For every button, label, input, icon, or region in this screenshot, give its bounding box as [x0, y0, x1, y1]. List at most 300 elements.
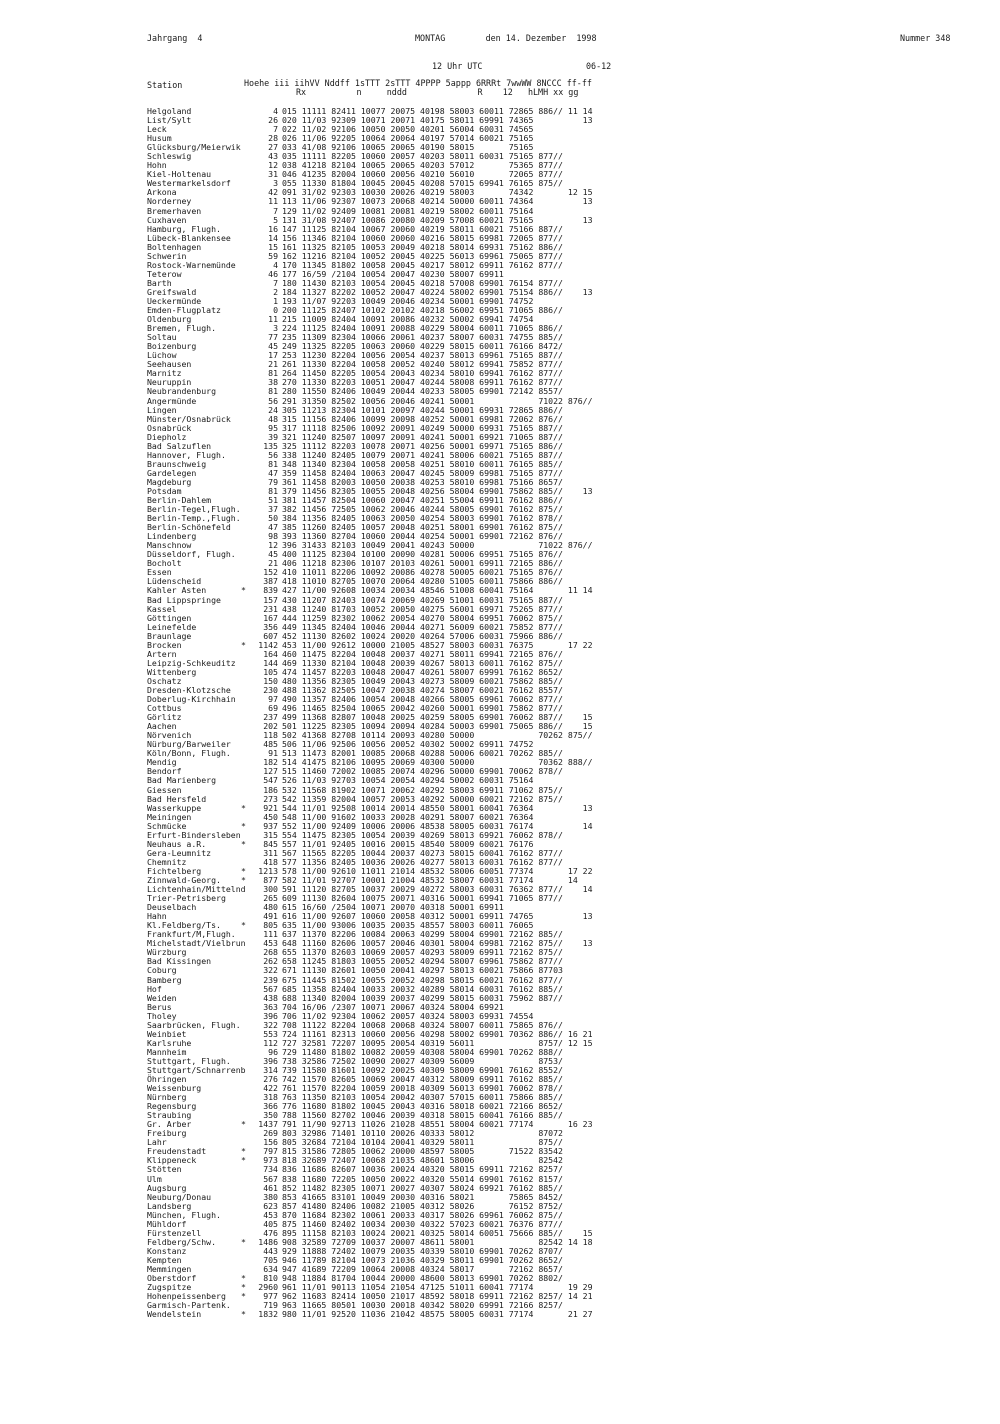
station-name: Artern	[147, 648, 177, 659]
synop-code: 961 11/01 90113 11054 21054 47125 51011 60041 77174 19 29	[282, 1282, 593, 1293]
synop-code: 379 11456 82305 10055 20048 40256 58004 69901 75862 885// 13	[282, 485, 593, 496]
station-name: Arkona	[147, 187, 177, 198]
synop-code: 253 11230 82204 10056 20054 40237 58013 69961 75165 887//	[282, 350, 563, 361]
station-name: Bendorf	[147, 766, 182, 777]
station-height: 27	[268, 142, 278, 153]
station-name: Saarbrücken, Flugh.	[147, 1019, 241, 1030]
station-name: Freiburg	[147, 1128, 187, 1139]
station-height: 7	[273, 205, 278, 216]
synop-code: 184 11327 82202 10052 20047 40224 58002 69901 75154 886// 13	[282, 286, 593, 297]
synop-code: 962 11683 82414 10050 21017 48592 58018 69911 72162 8257/ 14 21	[282, 1291, 593, 1302]
station-name: Nürnberg	[147, 1092, 187, 1103]
station-name: Trier-Petrisberg	[147, 893, 226, 904]
synop-code: 815 31586 72805 10062 20000 48597 58005 71522 83542	[282, 1146, 563, 1157]
synop-code: 410 11011 82206 10092 20086 40278 50005 60021 75165 876//	[282, 567, 563, 578]
station-height: 4	[273, 106, 278, 116]
station-height: 977	[263, 1291, 278, 1302]
station-name: Seehausen	[147, 359, 192, 370]
station-height: 157	[263, 594, 278, 605]
synop-code: 113 11/06 92307 10073 20068 40214 50000 60011 74364 13	[282, 196, 593, 207]
station-height: 0	[273, 305, 278, 316]
station-height: 47	[268, 522, 278, 533]
station-name: Glücksburg/Meierwik	[147, 142, 241, 153]
mountain-station-marker: *	[241, 585, 246, 596]
station-name: Bocholt	[147, 558, 182, 569]
station-name: Hamburg, Flugh.	[147, 223, 221, 234]
station-height: 12	[268, 160, 278, 171]
synop-code: 488 11362 82505 10047 20038 40274 58007 60021 76162 8557/	[282, 685, 563, 695]
station-name: Neuburg/Donau	[147, 1191, 212, 1202]
station-name: Leck	[147, 124, 167, 135]
station-name: Essen	[147, 567, 172, 578]
station-height: 623	[263, 1200, 278, 1211]
station-name: Straubing	[147, 1110, 192, 1121]
station-height: 7	[273, 124, 278, 135]
synop-code: 514 41475 82106 10095 20069 40300 50000 70362 888//	[282, 757, 593, 768]
synop-code: 261 11330 82204 10058 20052 40240 58012 69941 75852 877//	[282, 359, 563, 370]
station-height: 438	[263, 992, 278, 1003]
synop-code: 270 11330 82203 10051 20047 40244 58008 69911 76162 877//	[282, 377, 563, 388]
synop-code: 635 11/00 93006 10035 20035 48557 58003 60011 76065	[282, 920, 534, 931]
synop-code: 857 41480 82406 10082 21005 40312 58026 76152 8752/	[282, 1200, 563, 1211]
station-name: Wasserkuppe	[147, 802, 202, 813]
station-name: Stuttgart, Flugh.	[147, 1055, 231, 1066]
synop-code: 020 11/03 92309 10071 20071 40175 58011 69991 74365 13	[282, 115, 593, 126]
station-name: Konstanz	[147, 1245, 187, 1256]
synop-code: 338 11240 82405 10079 20071 40241 58006 60021 75165 887//	[282, 449, 563, 460]
station-name: Boltenhagen	[147, 241, 202, 252]
station-height: 734	[263, 1164, 278, 1175]
station-height: 135	[263, 440, 278, 451]
synop-code: 788 11560 82702 10046 20039 40318 58015 60041 76166 885//	[282, 1110, 563, 1121]
station-height: 69	[268, 703, 278, 714]
station-height: 43	[268, 151, 278, 162]
station-name: Greifswald	[147, 286, 197, 297]
station-name: Bremerhaven	[147, 205, 202, 216]
synop-code: 131 31/08 92407 10086 20080 40209 57008 60021 75165 13	[282, 214, 593, 225]
synop-code: 763 11350 82103 10054 20042 40307 57015 60011 75866 885//	[282, 1092, 563, 1103]
station-name: Zinnwald-Georg.	[147, 874, 221, 885]
synop-code: 162 11216 82104 10052 20045 40225 56013 69961 75065 877//	[282, 250, 563, 261]
station-name: Leipzig-Schkeuditz	[147, 657, 236, 668]
station-name: Lindenberg	[147, 531, 197, 542]
station-height: 4	[273, 259, 278, 270]
station-name: Aachen	[147, 721, 177, 732]
station-height: 567	[263, 983, 278, 994]
station-height: 45	[268, 549, 278, 560]
synop-code: 724 11161 82313 10060 20056 40298 58002 69901 70362 886// 16 21	[282, 1028, 593, 1039]
station-name: Giessen	[147, 784, 182, 795]
synop-code: 552 11/00 92409 10006 20006 48538 58005 60031 76174 14	[282, 820, 593, 831]
station-height: 366	[263, 1101, 278, 1112]
synop-code: 091 31/02 92303 10030 20026 40219 58003 74342 12 15	[282, 187, 593, 198]
station-height: 2960	[258, 1282, 278, 1293]
synop-code: 776 11680 81802 10045 20043 40316 58018 60021 72166 8652/	[282, 1101, 563, 1112]
synop-code: 499 11368 82807 10048 20025 40259 58005 69901 76062 887// 15	[282, 712, 593, 723]
station-height: 396	[263, 1055, 278, 1066]
station-name: Angermünde	[147, 395, 197, 406]
station-name: Diepholz	[147, 431, 187, 442]
station-name: Berlin-Temp.,Flugh.	[147, 513, 241, 524]
station-name: Cuxhaven	[147, 214, 187, 225]
station-height: 567	[263, 1173, 278, 1184]
station-name: Erfurt-Bindersleben	[147, 829, 241, 840]
station-height: 42	[268, 187, 278, 198]
station-height: 350	[263, 1110, 278, 1121]
mountain-station-marker: *	[241, 1146, 246, 1157]
station-name: Husum	[147, 133, 172, 144]
synop-code: 381 11457 82504 10060 20047 40251 55004 69911 76162 886//	[282, 495, 563, 506]
station-height: 485	[263, 739, 278, 750]
station-height: 314	[263, 1064, 278, 1075]
synop-code: 803 32986 71401 10110 20026 40333 58012 87072	[282, 1128, 563, 1139]
station-height: 387	[263, 576, 278, 587]
station-height: 12	[268, 540, 278, 551]
synop-code: 761 11570 82204 10059 20018 40309 56013 69901 76062 878//	[282, 1083, 563, 1094]
station-name: Norderney	[147, 196, 192, 207]
synop-code: 526 11/03 92703 10054 20054 40294 50002 60031 75164	[282, 775, 534, 786]
volume-label: Jahrgang 4	[147, 33, 203, 43]
synop-code: 671 11130 82601 10050 20041 40297 58013 60021 75866 87703	[282, 965, 563, 976]
station-name: Görlitz	[147, 712, 182, 723]
station-height: 111	[263, 929, 278, 940]
synop-code: 554 11475 82305 10054 20039 40269 58013 69921 76062 878//	[282, 829, 563, 840]
synop-code: 348 11340 82304 10058 20058 40251 58010 60011 76165 885//	[282, 458, 563, 469]
synop-code: 929 11888 72402 10079 20035 40339 58010 69901 70262 8707/	[282, 1245, 563, 1256]
synop-code: 513 11473 82001 10085 20068 40288 50006 60021 70262 885//	[282, 748, 563, 759]
station-name: Westermarkelsdorf	[147, 178, 231, 189]
station-height: 31	[268, 169, 278, 180]
station-name: Memmingen	[147, 1264, 192, 1274]
station-height: 607	[263, 630, 278, 641]
synop-code: 791 11/90 92713 11026 21028 48551 58004 60021 77174 16 23	[282, 1119, 593, 1130]
station-name: Boizenburg	[147, 341, 197, 352]
synop-code: 853 41665 83101 10049 20030 40316 58021 75865 8452/	[282, 1191, 563, 1202]
mountain-station-marker: *	[241, 1309, 246, 1320]
station-height: 921	[263, 802, 278, 813]
station-height: 81	[268, 458, 278, 469]
station-name: Frankfurt/M,Flugh.	[147, 929, 236, 940]
station-name: List/Sylt	[147, 115, 192, 126]
synop-code: 948 11884 81704 10044 20000 48600 58013 69901 70262 8802/	[282, 1273, 563, 1284]
station-height: 91	[268, 748, 278, 759]
station-height: 634	[263, 1264, 278, 1274]
station-height: 3	[273, 178, 278, 189]
station-height: 839	[263, 585, 278, 596]
synop-code: 382 11456 72505 10062 20046 40244 58005 69901 76162 875//	[282, 504, 563, 515]
station-name: Hahn	[147, 911, 167, 922]
synop-code: 852 11482 82305 10071 20027 40307 58024 69921 76162 885//	[282, 1182, 563, 1193]
station-name: Coburg	[147, 965, 177, 976]
synop-code: 515 11460 72002 10085 20074 40296 50000 69901 70062 878//	[282, 766, 563, 777]
station-name: Kassel	[147, 603, 177, 614]
station-name: Ulm	[147, 1173, 162, 1184]
station-name: Berlin-Schönefeld	[147, 522, 231, 533]
code-columns-header: Hoehe iii iihVV Nddff 1sTTT 2sTTT 4PPPP 5appp 6RRRt 7wwWW 8NCCC ff-ff	[244, 78, 592, 88]
station-height: 322	[263, 1019, 278, 1030]
synop-code: 291 31350 82502 10056 20046 40241 50001 71022 876//	[282, 395, 593, 406]
station-height: 356	[263, 621, 278, 632]
station-name: Kahler Asten	[147, 585, 207, 596]
station-height: 453	[263, 938, 278, 949]
issue-number: Nummer 348	[900, 33, 951, 43]
synop-code: 506 11/06 92506 10056 20052 40302 50002 69911 74752	[282, 739, 534, 750]
station-name: Neuhaus a.R.	[147, 838, 207, 849]
synop-code: 170 11345 81802 10058 20045 40217 58012 69911 76162 877//	[282, 259, 563, 270]
mountain-station-marker: *	[241, 1236, 246, 1247]
synop-code: 567 11565 82205 10044 20037 40273 58015 60041 76162 877//	[282, 847, 563, 858]
synop-code: 235 11309 82304 10066 20061 40237 58007 60031 74755 885//	[282, 332, 563, 343]
station-height: 127	[263, 766, 278, 777]
station-name: Lingen	[147, 404, 177, 415]
station-name: Meiningen	[147, 811, 192, 822]
synop-code: 193 11/07 92203 10049 20046 40234 50001 69901 74752	[282, 295, 534, 306]
synop-code: 224 11125 82404 10091 20088 40229 58004 60011 71065 886//	[282, 323, 563, 334]
station-name: Weinbiet	[147, 1028, 187, 1039]
synop-code: 359 11458 82404 10063 20047 40245 58009 69981 75165 877//	[282, 467, 563, 478]
station-name: Schwerin	[147, 250, 187, 261]
station-name: Bad Lippspringe	[147, 594, 221, 605]
station-height: 81	[268, 485, 278, 496]
station-height: 845	[263, 838, 278, 849]
station-height: 450	[263, 811, 278, 822]
station-name: Lübeck-Blankensee	[147, 232, 231, 243]
synop-code: 616 11/00 92607 10060 20058 40312 50001 69911 74765 13	[282, 911, 593, 922]
station-height: 81	[268, 368, 278, 379]
station-name: Oldenburg	[147, 314, 192, 325]
station-name: Fürstenzell	[147, 1227, 202, 1238]
station-name: Lahr	[147, 1137, 167, 1148]
station-name: Garmisch-Partenk.	[147, 1300, 231, 1311]
synop-code: 895 11158 82103 10024 20021 40325 58014 60051 75666 885// 15	[282, 1227, 593, 1238]
synop-code: 033 41/08 92106 10065 20065 40190 58015 75165	[282, 142, 534, 153]
synop-code: 474 11457 82203 10048 20047 40261 58007 69991 76162 8652/	[282, 666, 563, 677]
observation-time-code: 06-12	[586, 61, 612, 71]
station-height: 1486	[258, 1236, 278, 1247]
station-height: 50	[268, 513, 278, 524]
station-height: 46	[268, 268, 278, 279]
station-name: Lüchow	[147, 350, 177, 361]
synop-code: 444 11259 82302 10062 20054 40270 58004 69951 76062 875//	[282, 612, 563, 623]
synop-code: 739 11580 81601 10092 20025 40309 58009 69901 76162 8552/	[282, 1064, 563, 1075]
station-height: 24	[268, 404, 278, 415]
mountain-station-marker: *	[241, 820, 246, 831]
station-name: Nörvenich	[147, 730, 192, 741]
synop-code: 727 32581 72207 10095 20054 40319 56011 8757/ 12 15	[282, 1037, 593, 1048]
station-height: 112	[263, 1037, 278, 1048]
station-height: 453	[263, 1209, 278, 1220]
station-height: 59	[268, 250, 278, 261]
synop-code: 637 11370 82206 10084 20063 40299 58004 69901 72162 885//	[282, 929, 563, 940]
station-name: Regensburg	[147, 1101, 197, 1112]
station-name: Oberstdorf	[147, 1273, 197, 1284]
station-height: 118	[263, 730, 278, 741]
station-name: Rostock-Warnemünde	[147, 259, 236, 270]
mountain-station-marker: *	[241, 865, 246, 876]
synop-code: 501 11225 82305 10094 20094 40284 50003 69901 75065 886// 15	[282, 721, 593, 732]
station-height: 3	[273, 323, 278, 334]
station-height: 315	[263, 829, 278, 840]
station-name: Hohn	[147, 160, 167, 171]
station-name: Nürburg/Barweiler	[147, 739, 231, 750]
station-name: Michelstadt/Vielbrun	[147, 938, 246, 949]
station-name: Neubrandenburg	[147, 386, 217, 397]
station-name: Bremen, Flugh.	[147, 323, 217, 334]
station-height: 318	[263, 1092, 278, 1103]
synop-code: 393 11360 82704 10060 20044 40254 50001 69901 72162 876//	[282, 531, 563, 542]
synop-code: 264 11450 82205 10054 20043 40234 58010 69941 76162 877//	[282, 368, 563, 379]
synop-code: 026 11/06 92205 10064 20064 40197 57014 60021 75165	[282, 133, 534, 144]
station-name: Mendig	[147, 757, 177, 768]
station-height: 877	[263, 874, 278, 885]
station-name: Augsburg	[147, 1182, 187, 1193]
station-name: Stuttgart/Schnarrenb	[147, 1064, 246, 1075]
synop-code: 544 11/01 92508 10014 20014 48550 58001 60041 76364 13	[282, 802, 593, 813]
synop-code: 385 11260 82405 10057 20048 40251 58001 69901 76162 875//	[282, 522, 563, 533]
synop-code: 658 11245 81803 10055 20052 40294 58007 69961 75862 877//	[282, 956, 563, 967]
station-height: 79	[268, 476, 278, 487]
station-name: Köln/Bonn, Flugh.	[147, 748, 231, 759]
synop-code: 215 11009 82404 10091 20086 40232 50002 69941 74754	[282, 314, 534, 325]
mountain-station-marker: *	[241, 920, 246, 931]
synop-code: 870 11684 82302 10061 20033 40317 58026 69961 76062 875//	[282, 1209, 563, 1220]
station-name: Bamberg	[147, 974, 182, 985]
station-name: Bad Kissingen	[147, 956, 212, 967]
station-name: Hof	[147, 983, 162, 994]
station-height: 380	[263, 1191, 278, 1202]
synop-code: 532 11568 81902 10071 20062 40292 58003 69911 71062 875//	[282, 784, 563, 795]
station-name: Fichtelberg	[147, 865, 202, 876]
station-height: 491	[263, 911, 278, 922]
station-height: 167	[263, 612, 278, 623]
station-name: Weissenburg	[147, 1083, 202, 1094]
synop-code: 156 11346 82104 10060 20060 40216 58015 69981 72065 877//	[282, 232, 563, 243]
station-height: 97	[268, 694, 278, 705]
station-height: 48	[268, 413, 278, 424]
station-name: Manschnow	[147, 540, 192, 551]
station-name: Braunlage	[147, 630, 192, 641]
synop-code: 177 16/59 /2104 10054 20047 40230 58007 69911	[282, 268, 504, 279]
synop-code: 490 11357 82406 10054 20048 40266 58005 69961 76062 877//	[282, 694, 563, 705]
station-name: Gardelegen	[147, 467, 197, 478]
synop-code: 577 11356 82405 10036 20026 40277 58013 60031 76162 877//	[282, 856, 563, 867]
station-name: Klippeneck	[147, 1155, 197, 1166]
station-height: 553	[263, 1028, 278, 1039]
station-height: 26	[268, 115, 278, 126]
station-name: Mannheim	[147, 1046, 187, 1057]
station-column-header: Station	[147, 80, 183, 90]
station-height: 973	[263, 1155, 278, 1166]
station-name: Oschatz	[147, 675, 182, 686]
station-height: 405	[263, 1218, 278, 1229]
synop-code: 361 11458 82003 10050 20038 40253 58010 69981 75166 8657/	[282, 476, 563, 487]
synop-code: 453 11/00 92612 10000 21005 48527 58003 60031 76375 17 22	[282, 639, 593, 650]
station-name: München, Flugh.	[147, 1209, 221, 1220]
synop-code: 055 11330 81804 10045 20045 40208 57015 69941 76165 875//	[282, 178, 563, 189]
station-height: 144	[263, 657, 278, 668]
station-height: 262	[263, 956, 278, 967]
station-name: Berlin-Tegel,Flugh.	[147, 504, 241, 515]
station-name: Göttingen	[147, 612, 192, 623]
station-name: Münster/Osnabrück	[147, 413, 231, 424]
station-height: 95	[268, 422, 278, 433]
station-name: Bad Salzuflen	[147, 440, 212, 451]
synop-code: 022 11/02 92106 10050 20050 40201 56004 60031 74565	[282, 124, 534, 135]
station-height: 418	[263, 856, 278, 867]
synop-code: 180 11430 82103 10054 20045 40218 57008 69901 76154 877//	[282, 277, 563, 288]
station-name: Leinefelde	[147, 621, 197, 632]
synop-code: 836 11686 82607 10036 20024 40320 58015 69911 72162 8257/	[282, 1164, 563, 1175]
station-name: Gera-Leumnitz	[147, 847, 212, 858]
station-name: Teterow	[147, 268, 182, 279]
synop-code: 655 11370 82603 10069 20057 40293 58009 69911 72162 875//	[282, 947, 563, 958]
station-height: 480	[263, 902, 278, 913]
station-height: 422	[263, 1083, 278, 1094]
station-height: 311	[263, 847, 278, 858]
station-height: 443	[263, 1245, 278, 1256]
mountain-station-marker: *	[241, 1282, 246, 1293]
station-name: Neuruppin	[147, 377, 192, 388]
station-name: Osnabrück	[147, 422, 192, 433]
station-height: 300	[263, 884, 278, 895]
synop-code: 460 11475 82204 10048 20037 40271 58011 69941 72165 876//	[282, 648, 563, 659]
synop-code: 280 11550 82406 10049 20044 40233 58005 69901 72142 8557/	[282, 386, 563, 397]
station-name: Zugspitze	[147, 1282, 192, 1293]
station-height: 797	[263, 1146, 278, 1157]
station-height: 98	[268, 531, 278, 542]
station-height: 51	[268, 495, 278, 506]
synop-code: 200 11125 82407 10102 20102 40218 56002 69951 71065 886//	[282, 305, 563, 316]
synop-code: 582 11/01 92707 10001 21004 48532 58007 60031 77174 14	[282, 874, 578, 885]
synop-code: 908 32589 72709 10037 20007 48611 58001 82542 14 18	[282, 1236, 593, 1247]
synop-code: 396 31433 82103 10049 20041 40243 50000 71022 876//	[282, 540, 593, 551]
station-height: 37	[268, 504, 278, 515]
synop-code: 805 32684 72104 10104 20041 40329 58011 875//	[282, 1137, 563, 1148]
synop-code: 406 11218 82306 10107 20103 40261 50001 69911 72165 886//	[282, 558, 563, 569]
station-name: Bad Marienberg	[147, 775, 217, 786]
synop-code: 818 32689 72407 10068 21035 48601 58006 82542	[282, 1155, 563, 1166]
station-height: 77	[268, 332, 278, 343]
station-height: 239	[263, 974, 278, 985]
synop-code: 317 11118 82506 10092 20091 40249 50000 69931 75165 887//	[282, 422, 563, 433]
station-height: 363	[263, 1001, 278, 1012]
station-height: 38	[268, 377, 278, 388]
synop-code: 325 11112 82203 10078 20071 40256 50001 69971 75165 886//	[282, 440, 563, 451]
station-name: Schleswig	[147, 151, 192, 162]
station-height: 11	[268, 196, 278, 207]
synop-code: 427 11/00 92608 10034 20034 48546 51008 60041 75164 11 14	[282, 585, 593, 596]
station-height: 231	[263, 603, 278, 614]
station-name: Helgoland	[147, 106, 192, 116]
station-name: Doberlug-Kirchhain	[147, 694, 236, 705]
station-height: 269	[263, 1128, 278, 1139]
station-height: 1142	[258, 639, 278, 650]
station-height: 476	[263, 1227, 278, 1238]
synop-code: 980 11/01 92520 11036 21042 48575 58005 60031 77174 21 27	[282, 1309, 593, 1320]
station-name: Hohenpeissenberg	[147, 1291, 226, 1302]
station-name: Feldberg/Schw.	[147, 1236, 217, 1247]
station-height: 182	[263, 757, 278, 768]
station-name: Deuselbach	[147, 902, 197, 913]
station-height: 16	[268, 223, 278, 234]
station-name: Kempten	[147, 1254, 182, 1265]
station-height: 152	[263, 567, 278, 578]
station-height: 105	[263, 666, 278, 677]
synop-code: 035 11111 82205 10060 20057 40203 58011 60031 75165 877//	[282, 151, 563, 162]
station-name: Berlin-Dahlem	[147, 495, 212, 506]
station-height: 21	[268, 359, 278, 370]
station-name: Würzburg	[147, 947, 187, 958]
